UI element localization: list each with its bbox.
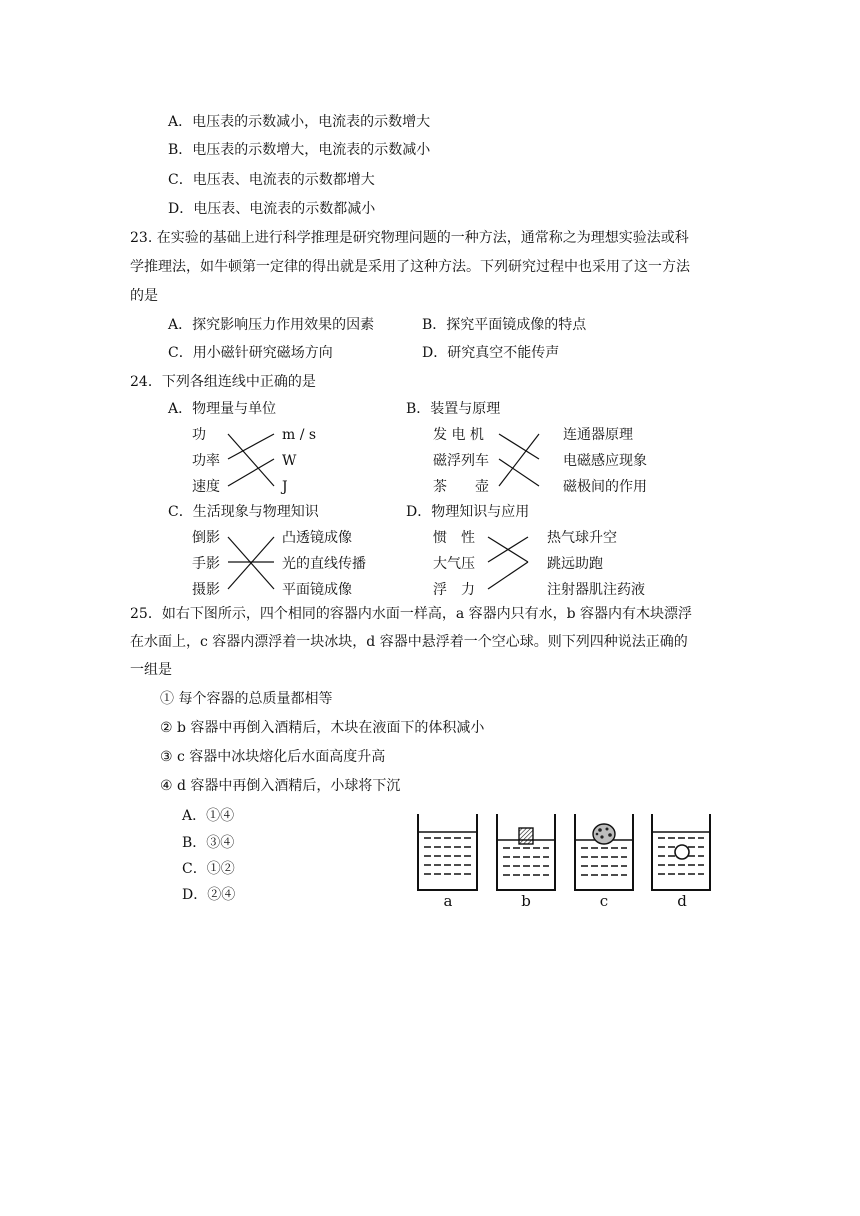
q24-b-left-3: 茶 壶 [433,479,489,495]
q24-a-left-2: 功率 [192,453,220,469]
q23-stem-line-1: 23. 在实验的基础上进行科学推理是研究物理问题的一种方法，通常称之为理想实验法或科 [130,230,689,246]
q25-option-c: C．①② [182,861,235,877]
q22-option-d: D．电压表、电流表的示数都减小 [168,201,376,217]
q24-d-right-2: 跳远助跑 [547,556,603,572]
q24-b-right-1: 连通器原理 [563,427,633,443]
container-c [575,814,633,890]
q23-option-d: D．研究真空不能传声 [422,345,560,361]
hollow-ball [675,845,689,859]
q24-b-right-3: 磁极间的作用 [563,479,647,495]
q24-b-title: B．装置与原理 [406,401,501,417]
q24-c-title: C．生活现象与物理知识 [168,504,319,520]
q23-stem-line-3: 的是 [130,288,158,304]
q24-c-left-2: 手影 [192,556,220,572]
q24-stem: 24．下列各组连线中正确的是 [130,374,316,390]
q23-stem-line-2: 学推理法，如牛顿第一定律的得出就是采用了这种方法。下列研究过程中也采用了这一方法 [130,259,690,275]
q24-c-right-1: 凸透镜成像 [282,530,352,546]
q24-b-connection-lines [497,432,541,488]
container-b [497,814,555,890]
container-label-c: c [599,892,609,910]
q25-containers-figure [415,812,715,914]
q24-a-right-1: m / s [282,427,317,443]
q25-option-d: D．②④ [182,887,236,903]
container-label-b: b [521,892,531,910]
q24-a-right-3: J [282,479,288,495]
q24-c-connection-lines [226,535,276,591]
q24-a-connection-lines [226,432,276,488]
q24-d-connection-lines [486,535,530,591]
q23-option-c: C．用小磁针研究磁场方向 [168,345,333,361]
q25-option-a: A．①④ [182,808,235,824]
q24-a-title: A．物理量与单位 [168,401,277,417]
container-a [418,814,477,890]
q23-option-a: A．探究影响压力作用效果的因素 [168,317,375,333]
q24-b-right-2: 电磁感应现象 [563,453,647,469]
q25-statement-1: ① 每个容器的总质量都相等 [160,691,333,707]
q24-d-left-1: 惯 性 [433,530,475,546]
q22-option-c: C．电压表、电流表的示数都增大 [168,172,375,188]
q25-option-b: B．③④ [182,835,235,851]
q25-statement-4: ④ d 容器中再倒入酒精后，小球将下沉 [160,778,401,794]
wood-block [519,828,533,844]
q24-a-right-2: W [282,453,297,469]
container-label-a: a [443,892,453,910]
q24-c-right-2: 光的直线传播 [282,556,366,572]
q25-stem-line-3: 一组是 [130,662,172,678]
container-d [652,814,710,890]
q22-option-a: A．电压表的示数减小，电流表的示数增大 [168,114,431,130]
q24-c-left-3: 摄影 [192,582,220,598]
q24-d-right-1: 热气球升空 [547,530,617,546]
q24-d-left-2: 大气压 [433,556,475,572]
q24-a-left-1: 功 [192,427,206,443]
q24-c-right-3: 平面镜成像 [282,582,352,598]
q24-d-left-3: 浮 力 [433,582,475,598]
container-label-d: d [677,892,687,910]
q25-stem-line-2: 在水面上，c 容器内漂浮着一块冰块，d 容器中悬浮着一个空心球。则下列四种说法正确的 [130,634,688,650]
q25-stem-line-1: 25．如右下图所示，四个相同的容器内水面一样高，a 容器内只有水，b 容器内有木块漂浮 [130,606,693,622]
q23-option-b: B．探究平面镜成像的特点 [422,317,587,333]
q24-b-left-1: 发 电 机 [433,427,484,443]
q24-c-left-1: 倒影 [192,530,220,546]
q22-option-b: B．电压表的示数增大，电流表的示数减小 [168,142,431,158]
q25-statement-2: ② b 容器中再倒入酒精后，木块在液面下的体积减小 [160,720,485,736]
q24-a-left-3: 速度 [192,479,220,495]
q24-d-title: D．物理知识与应用 [406,504,530,520]
q24-d-right-3: 注射器肌注药液 [547,582,645,598]
q25-statement-3: ③ c 容器中冰块熔化后水面高度升高 [160,749,386,765]
q24-b-left-2: 磁浮列车 [433,453,489,469]
